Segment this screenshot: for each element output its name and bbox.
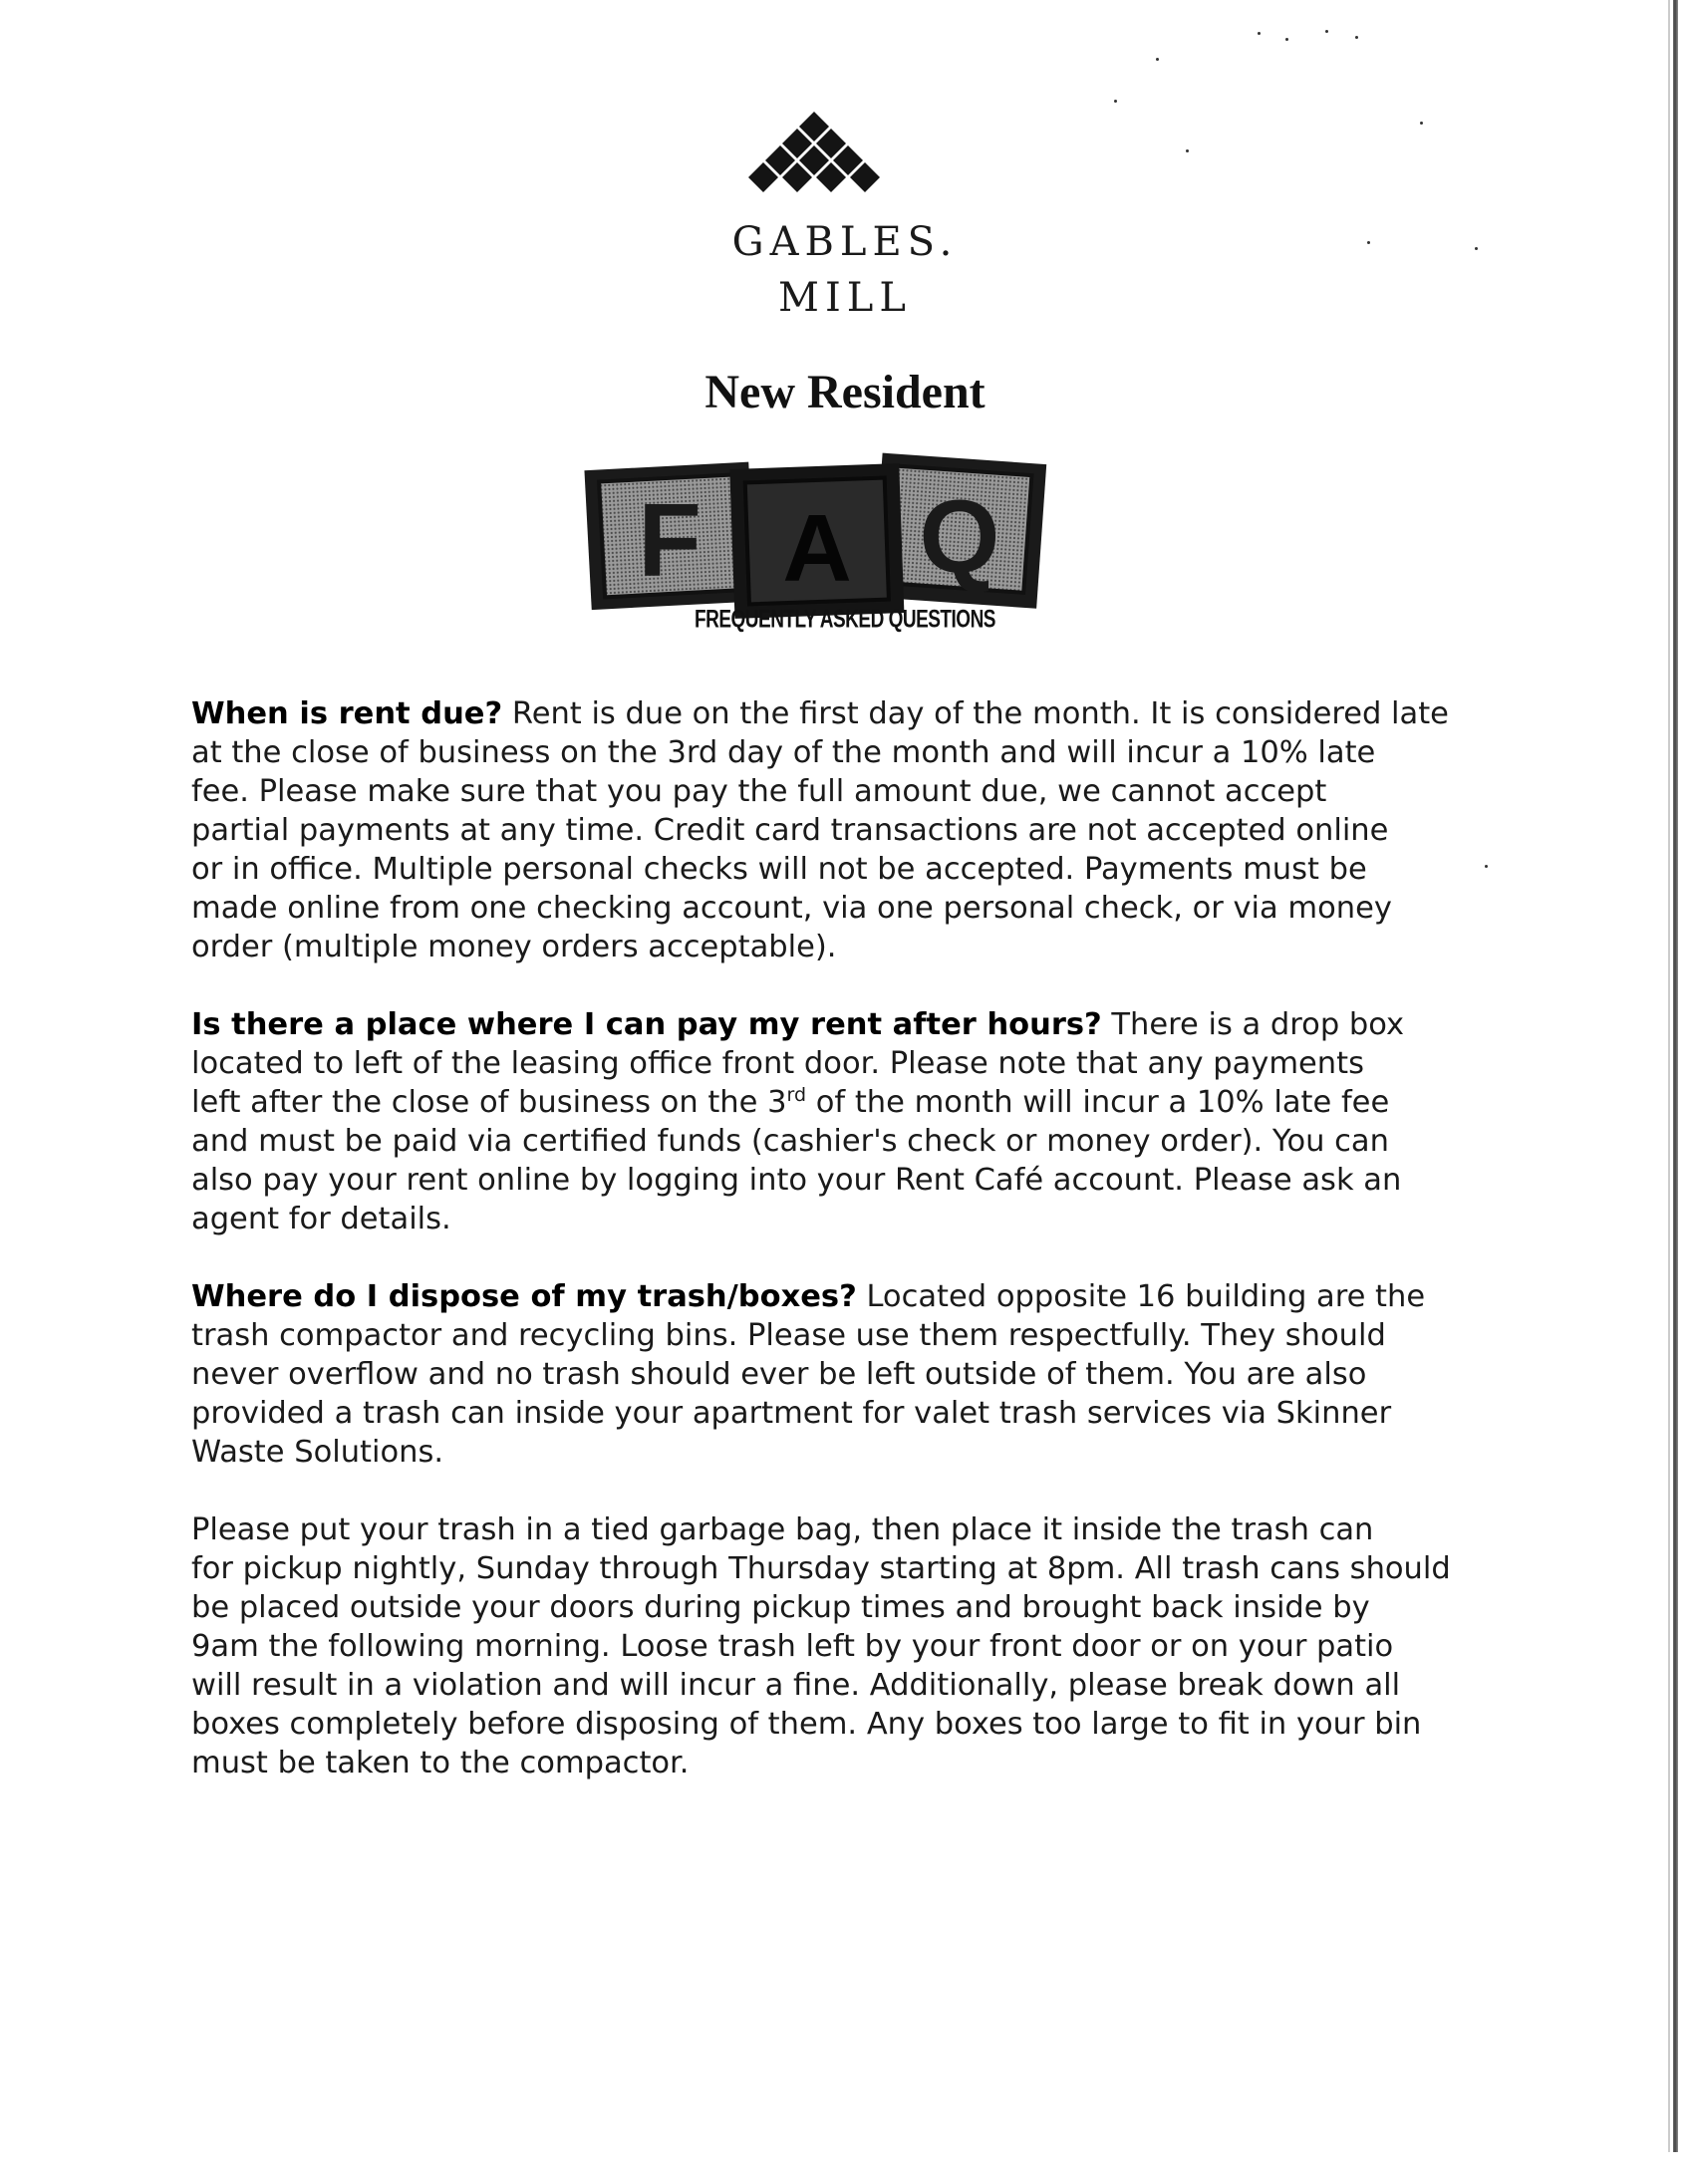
faq-item-after-hours [191,1005,1487,1238]
faq-answer-line: at the close of business on the 3rd day of the month and will incur a 10% late [191,735,1376,770]
faq-answer-line: located to left of the leasing office front door. Please note that any payments [191,1046,1364,1081]
faq-answer-line: Waste Solutions. [191,1435,444,1470]
faq-answer-line: of the month will incur a 10% late fee [806,1085,1390,1120]
faq-answer-line: Rent is due on the first day of the month. It is considered late [502,696,1449,731]
faq-item-trash [191,1277,1487,1472]
faq-caption: FREQUENTLY ASKED QUESTIONS [695,606,995,634]
faq-letter-q: Q [919,479,1000,595]
trash-pickup-paragraph [191,1510,1487,1782]
faq-answer-line: also pay your rent online by logging into your Rent Café account. Please ask an [191,1163,1402,1198]
paragraph-line: Please put your trash in a tied garbage bag, then place it inside the trash can [191,1512,1374,1547]
page-title: New Resident [704,366,986,418]
faq-answer-line: made online from one checking account, via one personal check, or via money [191,891,1392,926]
faq-answer-line: or in office. Multiple personal checks will not be accepted. Payments must be [191,852,1367,887]
faq-item-rent-due [191,694,1487,966]
faq-answer-line: partial payments at any time. Credit card transactions are not accepted online [191,813,1389,848]
paragraph-line: will result in a violation and will incur a fine. Additionally, please break down all [191,1668,1401,1703]
faq-answer-line: never overflow and no trash should ever be left outside of them. You are also [191,1357,1367,1392]
faq-answer-line: left after the close of business on the 3 [191,1085,787,1120]
paragraph-line: be placed outside your doors during pickup times and brought back inside by [191,1590,1370,1625]
paragraph-line: must be taken to the compactor. [191,1746,690,1780]
paragraph-line: boxes completely before disposing of them. Any boxes too large to fit in your bin [191,1707,1422,1742]
faq-answer-line: and must be paid via certified funds (cashier's check or money order). You can [191,1124,1389,1159]
ordinal-suffix: rd [786,1083,807,1106]
faq-answer-line: trash compactor and recycling bins. Please use them respectfully. They should [191,1318,1386,1353]
faq-answer-line: There is a drop box [1101,1007,1405,1042]
faq-question: When is rent due? [191,696,503,731]
brand-name-line-1: GABLES. [731,219,959,265]
faq-answer-line: order (multiple money orders acceptable). [191,930,837,964]
faq-question: Where do I dispose of my trash/boxes? [191,1279,857,1314]
faq-question: Is there a place where I can pay my rent after hours? [191,1007,1102,1042]
paragraph-line: 9am the following morning. Loose trash left by your front door or on your patio [191,1629,1394,1664]
scan-edge-shadow [1673,0,1678,2152]
faq-letter-f: F [638,483,702,599]
gables-logo-icon [739,108,889,197]
scan-edge-line [1668,0,1670,2152]
faq-letter-a: A [782,495,852,602]
brand-name-line-2: MILL [778,275,912,321]
faq-answer-line: Located opposite 16 building are the [856,1279,1426,1314]
faq-content [191,694,1487,1821]
faq-answer-line: fee. Please make sure that you pay the full amount due, we cannot accept [191,774,1327,809]
paragraph-line: for pickup nightly, Sunday through Thursday starting at 8pm. All trash cans should [191,1551,1451,1586]
faq-answer-line: agent for details. [191,1202,451,1236]
faq-answer-line: provided a trash can inside your apartment for valet trash services via Skinner [191,1396,1392,1431]
